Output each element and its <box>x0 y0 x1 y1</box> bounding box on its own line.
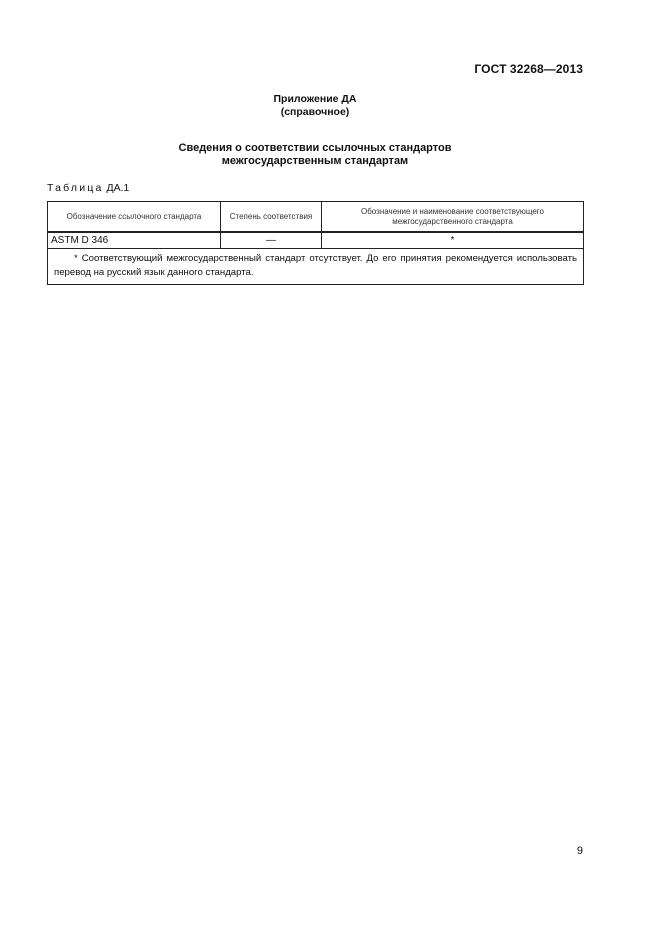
table-footnote-row <box>48 249 584 285</box>
appendix-title: Приложение ДА <box>273 93 357 105</box>
table-label <box>47 182 129 194</box>
footnote-text: * Соответствующий межгосударственный стандарт отсутствует. До его принятия рекомендуется использовать перевод на русский язык данного стандарта. <box>54 253 577 278</box>
page-number: 9 <box>576 845 583 857</box>
document-title <box>0 142 630 168</box>
cell-interstate-standard: * <box>322 232 584 249</box>
header-interstate-standard: Обозначение и наименование соответствующего межгосударственного стандарта <box>322 202 584 233</box>
cell-designation: ASTM D 346 <box>48 232 221 249</box>
cell-degree: — <box>221 232 322 249</box>
header-designation: Обозначение ссылочного стандарта <box>48 202 221 233</box>
appendix-heading <box>0 93 630 119</box>
table-label-word: Таблица <box>47 182 104 194</box>
document-title-line-1: Сведения о соответствии ссылочных стандартов <box>178 142 452 154</box>
footnote-cell <box>48 249 584 285</box>
document-title-line-2: межгосударственным стандартам <box>221 155 409 167</box>
header-degree: Степень соответствия <box>221 202 322 233</box>
reference-standards-table <box>47 201 584 285</box>
table-label-number: ДА.1 <box>106 182 130 194</box>
table-row <box>48 232 584 249</box>
document-code: ГОСТ 32268—2013 <box>474 62 583 76</box>
table-header-row <box>48 202 584 233</box>
appendix-subtitle: (справочное) <box>280 106 350 118</box>
